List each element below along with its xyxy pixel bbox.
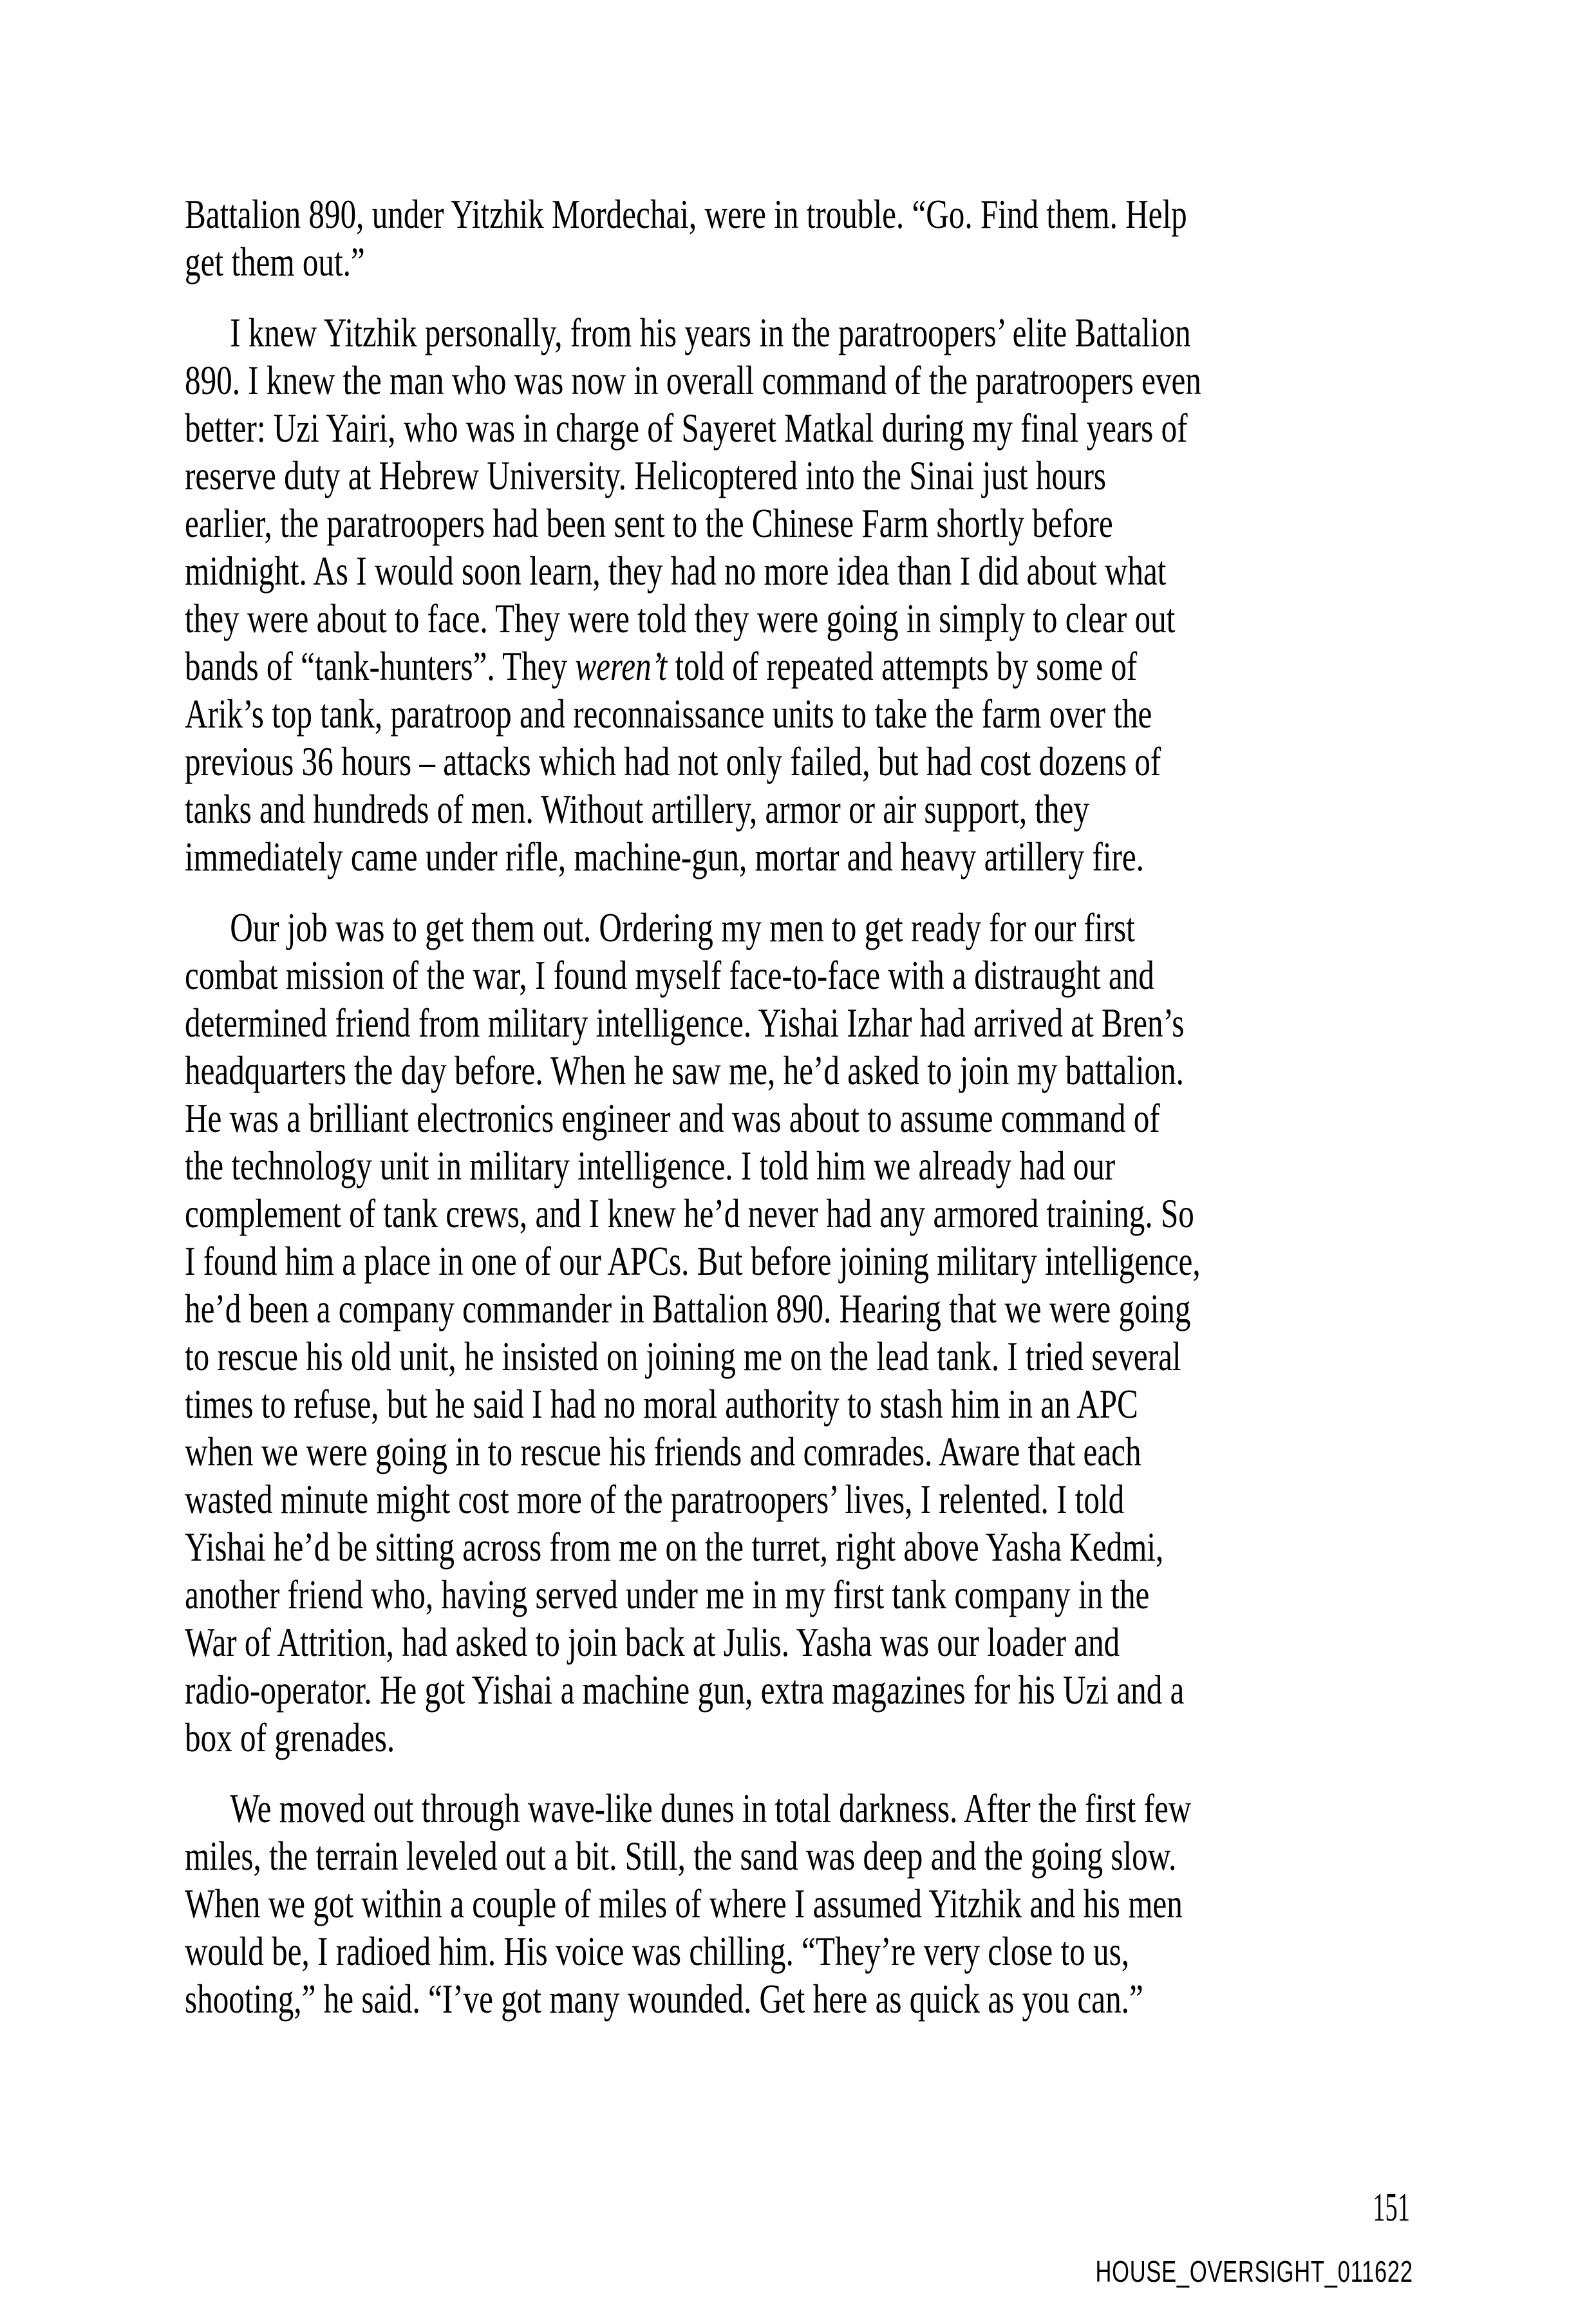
text-segment: We moved out through wave-like dunes in total darkness. After the first few xyxy=(230,1786,1192,1831)
text-line xyxy=(185,999,1239,1047)
text-line xyxy=(185,1380,1239,1428)
text-line xyxy=(185,357,1239,404)
text-segment: earlier, the paratroopers had been sent to the Chinese Farm shortly before xyxy=(185,501,1113,546)
text-segment: headquarters the day before. When he saw me, he’d asked to join my battalion. xyxy=(185,1048,1184,1093)
text-segment: previous 36 hours – attacks which had not only failed, but had cost dozens of xyxy=(185,739,1161,784)
text-segment: He was a brilliant electronics engineer and was about to assume command of xyxy=(185,1096,1160,1141)
text-segment: shooting,” he said. “I’ve got many wounded. Get here as quick as you can.” xyxy=(185,1977,1143,2022)
text-line xyxy=(185,191,1239,238)
text-line xyxy=(185,1880,1239,1928)
text-line xyxy=(185,952,1239,999)
text-line xyxy=(185,238,1239,286)
text-segment: determined friend from military intelligence. Yishai Izhar had arrived at Bren’s xyxy=(185,1001,1185,1046)
text-segment: would be, I radioed him. His voice was chilling. “They’re very close to us, xyxy=(185,1929,1129,1974)
text-segment: Yishai he’d be sitting across from me on the turret, right above Yasha Kedmi, xyxy=(185,1525,1164,1570)
text-line xyxy=(185,1428,1239,1476)
text-segment: Battalion 890, under Yitzhik Mordechai, were in trouble. “Go. Find them. Help xyxy=(185,192,1187,237)
text-segment: wasted minute might cost more of the paratroopers’ lives, I relented. I told xyxy=(185,1477,1125,1522)
text-segment: better: Uzi Yairi, who was in charge of Sayeret Matkal during my final years of xyxy=(185,406,1188,451)
text-line xyxy=(185,690,1239,738)
text-line xyxy=(185,1619,1239,1666)
text-segment: I knew Yitzhik personally, from his years in the paratroopers’ elite Battalion xyxy=(230,310,1191,355)
text-segment: I found him a place in one of our APCs. But before joining military intelligence, xyxy=(185,1239,1201,1284)
text-segment: miles, the terrain leveled out a bit. Still, the sand was deep and the going slow. xyxy=(185,1834,1177,1879)
text-line xyxy=(185,309,1239,357)
text-segment: the technology unit in military intelligence. I told him we already had our xyxy=(185,1143,1116,1189)
text-segment: when we were going in to rescue his friends and comrades. Aware that each xyxy=(185,1429,1141,1474)
text-segment: combat mission of the war, I found myself face-to-face with a distraught and xyxy=(185,953,1154,998)
text-segment: box of grenades. xyxy=(185,1715,395,1760)
text-line xyxy=(185,1666,1239,1714)
text-line xyxy=(185,1785,1239,1832)
text-line xyxy=(185,547,1239,595)
text-segment: tanks and hundreds of men. Without artillery, armor or air support, they xyxy=(185,787,1090,832)
text-segment: When we got within a couple of miles of where I assumed Yitzhik and his men xyxy=(185,1881,1183,1926)
text-line xyxy=(185,1190,1239,1237)
text-segment: he’d been a company commander in Battalion 890. Hearing that we were going xyxy=(185,1286,1191,1331)
text-segment: bands of “tank-hunters”. They xyxy=(185,644,576,689)
text-segment: 890. I knew the man who was now in overall command of the paratroopers even xyxy=(185,358,1201,403)
text-segment: Arik’s top tank, paratroop and reconnaissance units to take the farm over the xyxy=(185,691,1152,737)
text-line xyxy=(185,1333,1239,1380)
text-line xyxy=(185,1928,1239,1975)
text-line xyxy=(185,1832,1239,1880)
text-segment: another friend who, having served under me in my first tank company in the xyxy=(185,1572,1150,1617)
text-line xyxy=(185,595,1239,643)
text-line xyxy=(185,904,1239,952)
paragraph xyxy=(185,1785,1537,2023)
text-line xyxy=(185,1523,1239,1571)
text-line xyxy=(185,1714,1239,1762)
text-segment: midnight. As I would soon learn, they had no more idea than I did about what xyxy=(185,549,1167,594)
paragraph xyxy=(185,191,1537,286)
page-text xyxy=(185,191,1537,2046)
text-segment: War of Attrition, had asked to join back at Julis. Yasha was our loader and xyxy=(185,1620,1120,1665)
text-segment: radio-operator. He got Yishai a machine gun, extra magazines for his Uzi and a xyxy=(185,1668,1185,1713)
text-segment: times to refuse, but he said I had no moral authority to stash him in an APC xyxy=(185,1382,1138,1427)
text-segment: they were about to face. They were told they were going in simply to clear out xyxy=(185,596,1176,641)
text-segment: to rescue his old unit, he insisted on joining me on the lead tank. I tried several xyxy=(185,1334,1181,1379)
bates-stamp: HOUSE_OVERSIGHT_011622 xyxy=(1095,2255,1413,2288)
text-line xyxy=(185,500,1239,547)
text-segment: reserve duty at Hebrew University. Helicoptered into the Sinai just hours xyxy=(185,453,1107,498)
text-segment: Our job was to get them out. Ordering my men to get ready for our first xyxy=(230,905,1135,950)
text-line xyxy=(185,1142,1239,1190)
emphasized-text: weren’t xyxy=(575,644,668,689)
text-segment: get them out.” xyxy=(185,240,365,285)
text-line xyxy=(185,1571,1239,1619)
text-line xyxy=(185,1476,1239,1523)
text-line xyxy=(185,785,1239,833)
text-line xyxy=(185,1237,1239,1285)
text-line xyxy=(185,833,1239,881)
text-line xyxy=(185,1975,1239,2023)
text-segment: told of repeated attempts by some of xyxy=(667,644,1138,689)
text-line xyxy=(185,1285,1239,1333)
text-line xyxy=(185,452,1239,500)
page-number: 151 xyxy=(1373,2186,1410,2230)
text-segment: complement of tank crews, and I knew he’d never had any armored training. So xyxy=(185,1191,1194,1236)
text-line xyxy=(185,1047,1239,1095)
text-line xyxy=(185,1095,1239,1142)
text-line xyxy=(185,643,1239,690)
paragraph xyxy=(185,309,1537,881)
text-segment: immediately came under rifle, machine-gun, mortar and heavy artillery fire. xyxy=(185,834,1144,879)
paragraph xyxy=(185,904,1537,1762)
text-line xyxy=(185,404,1239,452)
text-line xyxy=(185,738,1239,785)
